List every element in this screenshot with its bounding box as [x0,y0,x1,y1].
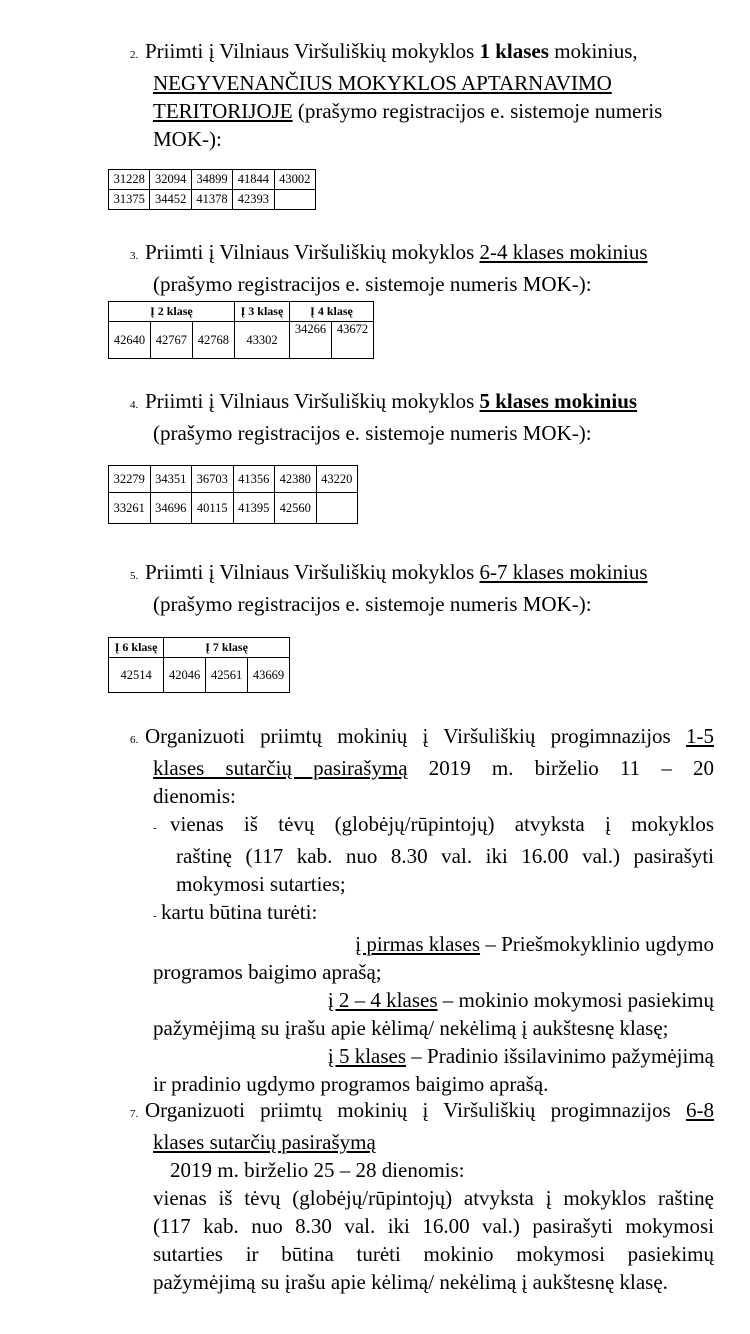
item-number: 5. [130,570,139,582]
item-number: 7. [130,1108,139,1120]
table-6-7-klases [108,637,290,693]
item-2: 2. Priimti į Vilniaus Viršuliškių mokyklos 1 klases mokinius, NEGYVENANČIUS MOKYKLOS APTARNAVIMO TERITORIJOJE (prašymo registracijos e. sistemoje numeris MOK-): [130,39,663,151]
item-number: 6. [130,734,139,746]
item-7: 7. Organizuoti priimtų mokinių į Viršuliškių progimnazijos 6-8 klases sutarčių pasirašymą 2019 m. birželio 25 – 28 dienomis: vienas iš tėvų (globėjų/rūpintojų) atvyksta į mokyklos raštinę (117 kab. nuo 8.30 val. iki 16.00 val.) pasirašyti mokymosi sutarties ir būtina turėti mokinio mokymosi pasiekimų pažymėjimą su įrašu apie kėlimą/ nekėlimą į aukštesnę klasę. [130,1098,714,1294]
table-row: 32279 34351 36703 41356 42380 43220 [109,466,358,493]
table-row: Į 2 klasę Į 3 klasę Į 4 klasę [109,302,374,322]
item-3: 3. Priimti į Vilniaus Viršuliškių mokyklos 2-4 klases mokinius (prašymo registracijos e. sistemoje numeris MOK-): [130,240,648,296]
table-row: 33261 34696 40115 41395 42560 [109,493,358,524]
table-5-klases [108,465,358,524]
table-1-klase [108,169,316,210]
item-number: 2. [130,49,139,61]
table-row: 31228 32094 34899 41844 43002 [109,170,316,190]
item-number: 3. [130,250,139,262]
table-row: 42640 42767 42768 43302 34266 43672 [109,322,374,359]
item-6: 6. Organizuoti priimtų mokinių į Viršuliškių progimnazijos 1-5 klases sutarčių pasirašymą 2019 m. birželio 11 – 20 dienomis: - vienas iš tėvų (globėjų/rūpintojų) atvyksta į mokyklos raštinę (117 kab. nuo 8.30 val. iki 16.00 val.) pasirašyti mokymosi sutarties; - kartu būtina turėti: į pirmas klases – Priešmokyklinio ugdymo programos baigimo aprašą; į 2 – 4 klases – mokinio mokymosi pasiekimų pažymėjimą su įrašu apie kėlimą/ nekėlimą į aukštesnę klasę; į 5 klases – Pradinio išsilavinimo pažymėjimą ir pradinio ugdymo programos baigimo aprašą. [130,724,714,1096]
table-row: 42514 42046 42561 43669 [109,658,290,693]
table-row: 31375 34452 41378 42393 [109,190,316,210]
table-row: Į 6 klasę Į 7 klasę [109,638,290,658]
item-number: 4. [130,399,139,411]
table-2-4-klases [108,301,374,359]
item-4: 4. Priimti į Vilniaus Viršuliškių mokyklos 5 klases mokinius (prašymo registracijos e. sistemoje numeris MOK-): [130,389,638,445]
item-5: 5. Priimti į Vilniaus Viršuliškių mokyklos 6-7 klases mokinius (prašymo registracijos e. sistemoje numeris MOK-): [130,560,648,616]
